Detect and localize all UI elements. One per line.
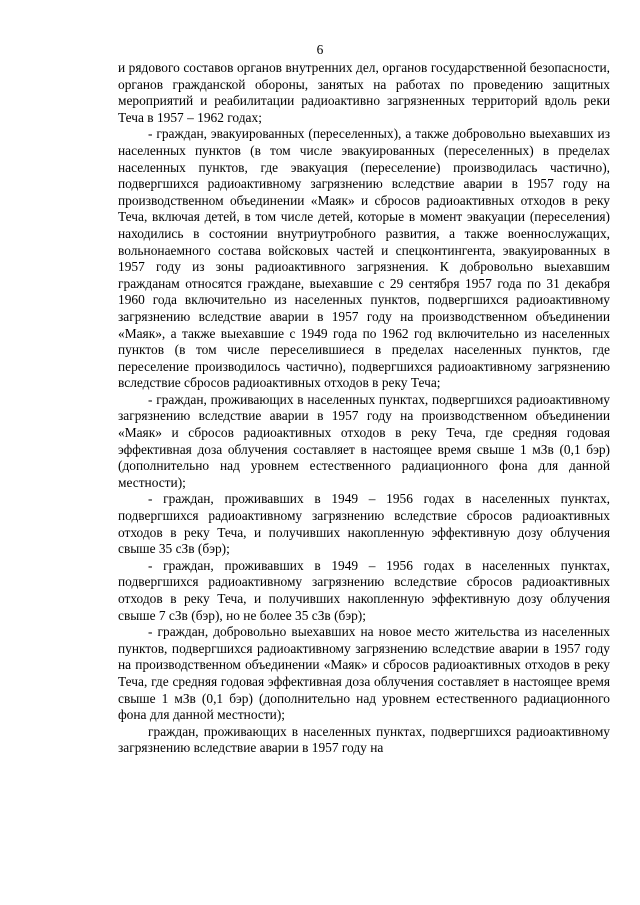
page-number: 6 — [316, 42, 324, 57]
paragraph-evacuated-citizens: - граждан, эвакуированных (переселенных), а также добровольно выехавших из населенных пунктов (в том числе эвакуированных (переселенных) в пределах населенных пунктов, где эвакуация (переселение) производилась частично), подвергшихся радиоактивному загрязнению вследствие аварии в 1957 году на производственном объединении «Маяк» и сбросов радиоактивных отходов в реку Теча, включая детей, в том числе детей, которые в момент эвакуации (переселения) находились в состоянии внутриутробного развития, а также военнослужащих, вольнонаемного состава войсковых частей и спецконтингента, эвакуированных в 1957 году из зоны радиоактивного загрязнения. К добровольно выехавшим гражданам относятся граждане, выехавшие с 29 сентября 1957 года по 31 декабря 1960 года включительно из населенных пунктов, подвергшихся радиоактивному загрязнению вследствие аварии в 1957 году на производственном объединении «Маяк», а также выехавшие с 1949 года по 1962 год включительно из населенных пунктов (в том числе переселившиеся в пределах населенных пунктов, где переселение производилось частично), подвергшихся радиоактивному загрязнению вследствие сбросов радиоактивных отходов в реку Теча; — [118, 126, 610, 391]
paragraph-residents-35sv: - граждан, проживавших в 1949 – 1956 годах в населенных пунктах, подвергшихся радиоактивному загрязнению вследствие сбросов радиоактивных отходов в реку Теча, и получивших накопленную эффективную дозу облучения свыше 35 сЗв (бэр); — [118, 491, 610, 557]
document-body — [118, 60, 610, 757]
paragraph-continuation: и рядового составов органов внутренних дел, органов государственной безопасности, органов гражданской обороны, занятых на работах по проведению защитных мероприятий и реабилитации радиоактивно загрязненных территорий вдоль реки Теча в 1957 – 1962 годах; — [118, 60, 610, 125]
paragraph-residents-1msv: - граждан, проживающих в населенных пунктах, подвергшихся радиоактивному загрязнению вследствие аварии в 1957 году на производственном объединении «Маяк» и сбросов радиоактивных отходов в реку Теча, где средняя годовая эффективная доза облучения составляет в настоящее время свыше 1 мЗв (0,1 бэр) (дополнительно над уровнем естественного радиационного фона для данной местности); — [118, 391, 610, 490]
paragraph-residents-current: граждан, проживающих в населенных пунктах, подвергшихся радиоактивному загрязнению вследствие аварии в 1957 году на — [118, 723, 610, 756]
paragraph-voluntary-relocated: - граждан, добровольно выехавших на новое место жительства из населенных пунктов, подвергшихся радиоактивному загрязнению вследствие аварии в 1957 году на производственном объединении «Маяк» и сбросов радиоактивных отходов в реку Теча, где средняя годовая эффективная доза облучения составляет в настоящее время свыше 1 мЗв (0,1 бэр) (дополнительно над уровнем естественного радиационного фона для данной местности); — [118, 624, 610, 723]
paragraph-residents-7sv: - граждан, проживавших в 1949 – 1956 годах в населенных пунктах, подвергшихся радиоактивному загрязнению вследствие сбросов радиоактивных отходов в реку Теча, и получивших накопленную эффективную дозу облучения свыше 7 сЗв (бэр), но не более 35 сЗв (бэр); — [118, 557, 610, 623]
